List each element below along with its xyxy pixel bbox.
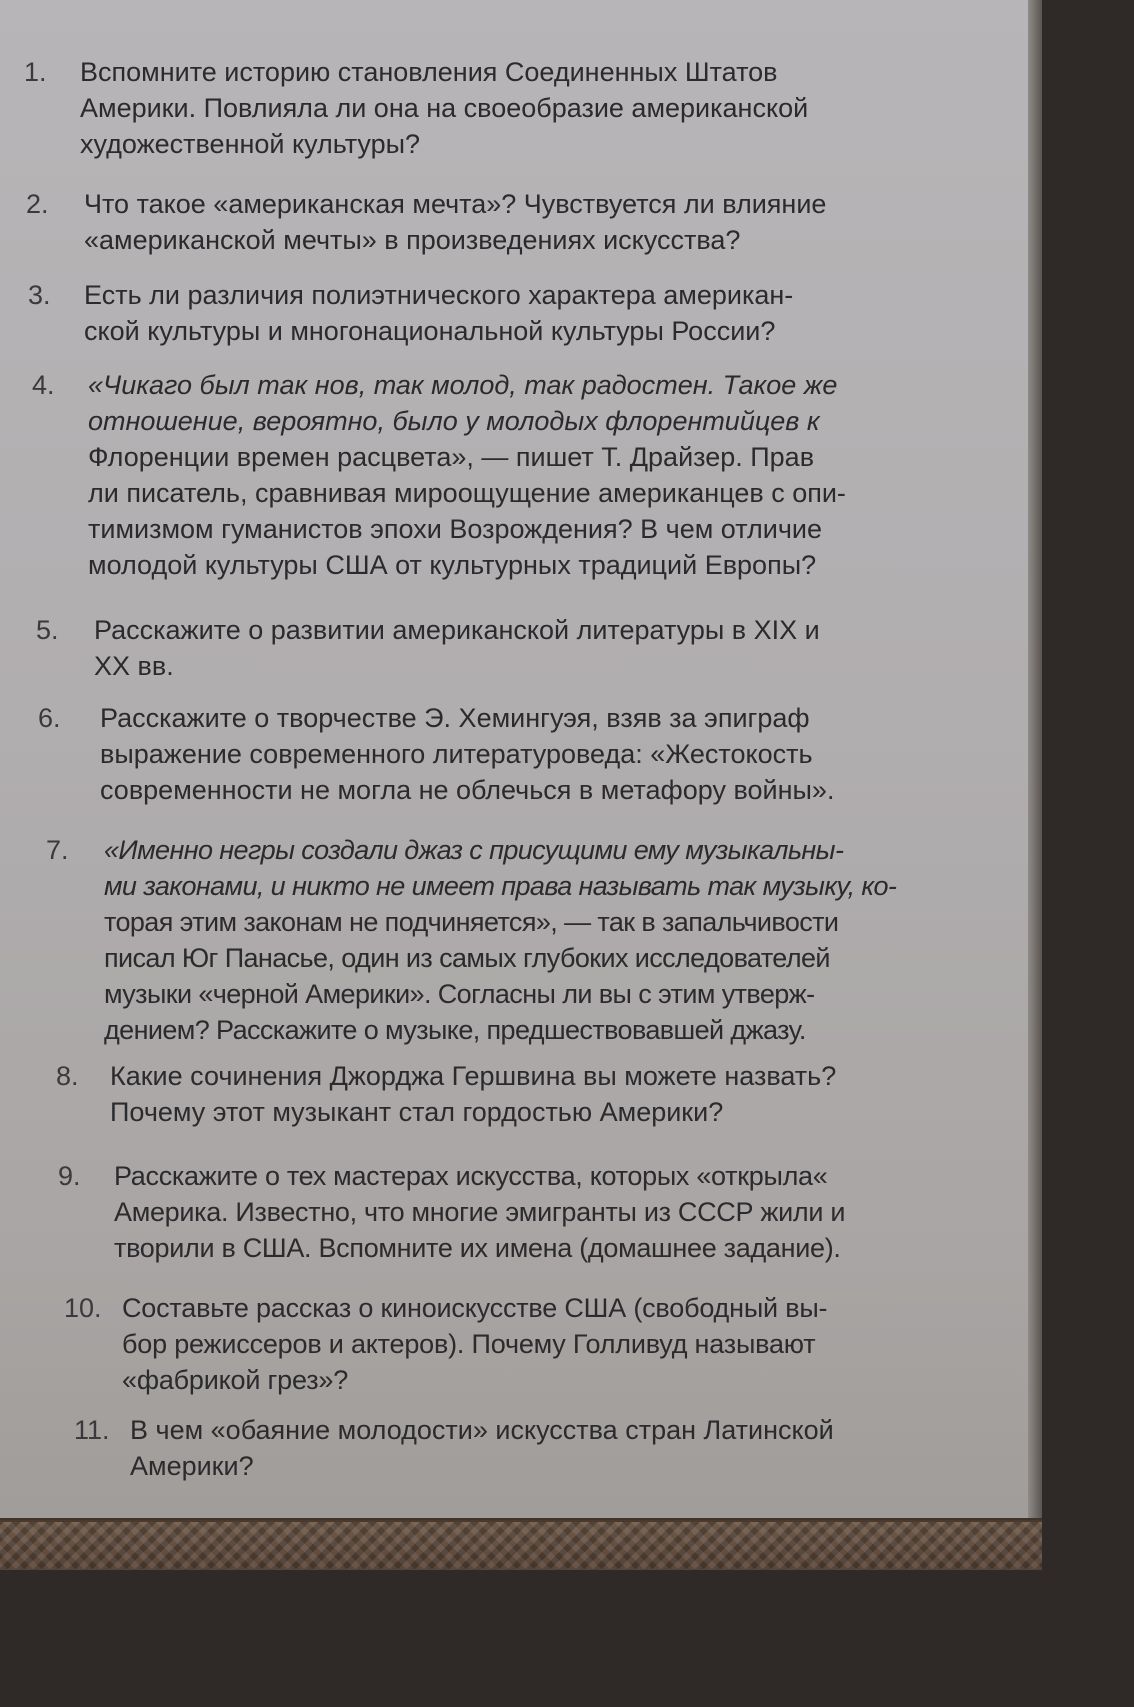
- question-number: 2.: [26, 189, 49, 219]
- question-line: музыки «черной Америки». Согласны ли вы с этим утверж-: [104, 979, 815, 1009]
- question-line: Какие сочинения Джорджа Гершвина вы можете назвать?: [110, 1061, 837, 1091]
- question-6: [38, 700, 835, 808]
- question-line: «американской мечты» в произведениях искусства?: [84, 225, 741, 255]
- question-7: [46, 832, 897, 1048]
- question-line: ской культуры и многонациональной культуры России?: [84, 316, 776, 346]
- question-line: тимизмом гуманистов эпохи Возрождения? В чем отличие: [88, 514, 822, 544]
- question-9: [58, 1158, 846, 1266]
- question-1: [24, 54, 809, 162]
- question-line: «Чикаго был так нов, так молод, так радостен. Такое же: [88, 370, 838, 400]
- question-line: Есть ли различия полиэтнического характера американ-: [84, 280, 794, 310]
- question-line: бор режиссеров и актеров). Почему Голливуд называют: [122, 1329, 816, 1359]
- question-line: Вспомните историю становления Соединенных Штатов: [80, 57, 778, 87]
- question-line: дением? Расскажите о музыке, предшествовавшей джазу.: [104, 1015, 806, 1045]
- question-line: молодой культуры США от культурных традиций Европы?: [88, 550, 817, 580]
- question-line: отношение, вероятно, было у молодых флорентийцев к: [88, 406, 820, 436]
- question-line: Расскажите о тех мастерах искусства, которых «открыла«: [114, 1161, 828, 1191]
- question-line: Флоренции времен расцвета», — пишет Т. Драйзер. Прав: [88, 442, 815, 472]
- question-line: Расскажите о творчестве Э. Хемингуэя, взяв за эпиграф: [100, 703, 810, 733]
- question-line: ли писатель, сравнивая мироощущение американцев с опи-: [88, 478, 846, 508]
- question-line: Америки?: [130, 1451, 254, 1481]
- question-line: писал Юг Панасье, один из самых глубоких исследователей: [104, 943, 830, 973]
- question-line: выражение современного литературоведа: «Жестокость: [100, 739, 813, 769]
- question-11: [74, 1412, 834, 1484]
- question-line: Почему этот музыкант стал гордостью Америки?: [110, 1097, 724, 1127]
- question-line: художественной культуры?: [80, 129, 421, 159]
- question-number: 8.: [56, 1061, 79, 1091]
- question-line: Америка. Известно, что многие эмигранты из СССР жили и: [114, 1197, 846, 1227]
- question-line: современности не могла не облечься в метафору войны».: [100, 775, 835, 805]
- question-5: [36, 612, 820, 684]
- question-line: ми законами, и никто не имеет права называть так музыку, ко-: [104, 871, 897, 901]
- question-line: Расскажите о развитии американской литературы в XIX и: [94, 615, 820, 645]
- question-line: Составьте рассказ о киноискусстве США (свободный вы-: [122, 1293, 828, 1323]
- question-3: [28, 277, 794, 349]
- question-number: 11.: [74, 1415, 110, 1445]
- question-line: XX вв.: [94, 651, 174, 681]
- question-line: «Именно негры создали джаз с присущими ему музыкальны-: [104, 835, 844, 865]
- question-line: Америки. Повлияла ли она на своеобразие американской: [80, 93, 809, 123]
- question-4: [32, 367, 846, 583]
- question-number: 4.: [32, 370, 55, 400]
- question-line: В чем «обаяние молодости» искусства стран Латинской: [130, 1415, 834, 1445]
- question-number: 9.: [58, 1161, 81, 1191]
- question-line: творили в США. Вспомните их имена (домашнее задание).: [114, 1233, 841, 1263]
- question-number: 6.: [38, 703, 61, 733]
- question-2: [26, 186, 827, 258]
- question-line: «фабрикой грез»?: [122, 1365, 349, 1395]
- question-8: [56, 1058, 837, 1130]
- question-10: [64, 1290, 828, 1398]
- question-number: 10.: [64, 1293, 102, 1323]
- question-number: 1.: [24, 57, 47, 87]
- question-number: 3.: [28, 280, 51, 310]
- decorative-border: [0, 1520, 1042, 1570]
- question-number: 5.: [36, 615, 59, 645]
- question-line: торая этим законам не подчиняется», — так в запальчивости: [104, 907, 839, 937]
- question-number: 7.: [46, 835, 69, 865]
- question-line: Что такое «американская мечта»? Чувствуется ли влияние: [84, 189, 827, 219]
